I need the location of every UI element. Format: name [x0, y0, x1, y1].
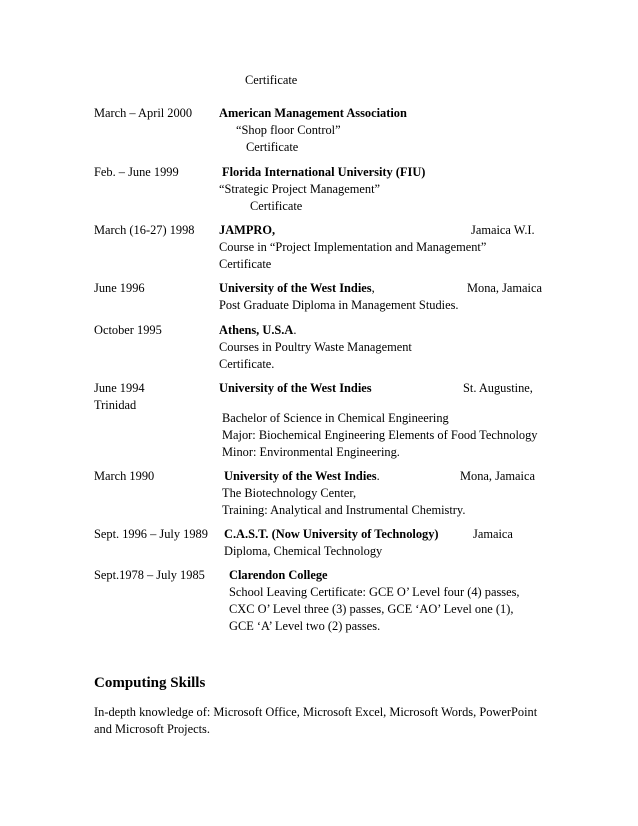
entry-organization: C.A.S.T. (Now University of Technology): [224, 527, 439, 541]
entry-detail: Post Graduate Diploma in Management Studies.: [219, 298, 459, 312]
entry-detail: Major: Biochemical Engineering Elements of Food Technology: [222, 428, 538, 442]
entry-organization-line: [224, 468, 380, 485]
entry-organization-line: [219, 322, 296, 339]
entry-date: October 1995: [94, 323, 162, 337]
entry-organization: Athens, U.S.A: [219, 323, 294, 337]
entry-detail: Courses in Poultry Waste Management: [219, 340, 412, 354]
entry-detail: Minor: Environmental Engineering.: [222, 445, 400, 459]
entry-organization: Florida International University (FIU): [222, 165, 426, 179]
entry-detail: The Biotechnology Center,: [222, 486, 357, 500]
entry-organization: American Management Association: [219, 106, 407, 120]
entry-detail: CXC O’ Level three (3) passes, GCE ‘AO’ Level one (1),: [229, 602, 514, 616]
certificate-label: Certificate: [245, 73, 298, 87]
entry-detail: “Shop floor Control”: [236, 123, 341, 137]
entry-date: Sept.1978 – July 1985: [94, 568, 205, 582]
computing-skills-text: and Microsoft Projects.: [94, 722, 210, 736]
entry-location: Mona, Jamaica: [467, 281, 543, 295]
entry-detail: Course in “Project Implementation and Management”: [219, 240, 487, 254]
entry-organization: University of the West Indies: [219, 381, 372, 395]
entry-date: Sept. 1996 – July 1989: [94, 527, 208, 541]
entry-detail: Certificate: [219, 257, 272, 271]
entry-organization: Clarendon College: [229, 568, 328, 582]
entry-organization-suffix: ,: [371, 281, 375, 295]
computing-skills-text: In-depth knowledge of: Microsoft Office, Microsoft Excel, Microsoft Words, PowerPoint: [94, 705, 538, 719]
entry-detail: Certificate: [250, 199, 303, 213]
entry-date: Feb. – June 1999: [94, 165, 179, 179]
entry-detail: Training: Analytical and Instrumental Chemistry.: [222, 503, 466, 517]
entry-location: Mona, Jamaica: [460, 469, 536, 483]
entry-detail: “Strategic Project Management”: [219, 182, 381, 196]
entry-organization: University of the West Indies: [219, 281, 372, 295]
entry-organization-suffix: .: [293, 323, 297, 337]
entry-detail: Bachelor of Science in Chemical Engineering: [222, 411, 449, 425]
entry-location: St. Augustine,: [463, 381, 533, 395]
entry-detail: Certificate: [246, 140, 299, 154]
entry-location: Jamaica W.I.: [471, 223, 535, 237]
entry-organization-suffix: .: [376, 469, 380, 483]
entry-date-continuation: Trinidad: [94, 398, 137, 412]
entry-location: Jamaica: [473, 527, 513, 541]
entry-organization: JAMPRO,: [219, 223, 276, 237]
section-heading: Computing Skills: [94, 675, 206, 691]
entry-date: March (16-27) 1998: [94, 223, 195, 237]
entry-detail: Diploma, Chemical Technology: [224, 544, 383, 558]
entry-detail: School Leaving Certificate: GCE O’ Level four (4) passes,: [229, 585, 520, 599]
entry-date: June 1996: [94, 281, 145, 295]
entry-organization: University of the West Indies: [224, 469, 377, 483]
entry-detail: Certificate.: [219, 357, 275, 371]
entry-detail: GCE ‘A’ Level two (2) passes.: [229, 619, 381, 633]
entry-organization-line: [219, 280, 375, 297]
entry-date: March – April 2000: [94, 106, 193, 120]
entry-date: June 1994: [94, 381, 145, 395]
entry-date: March 1990: [94, 469, 155, 483]
